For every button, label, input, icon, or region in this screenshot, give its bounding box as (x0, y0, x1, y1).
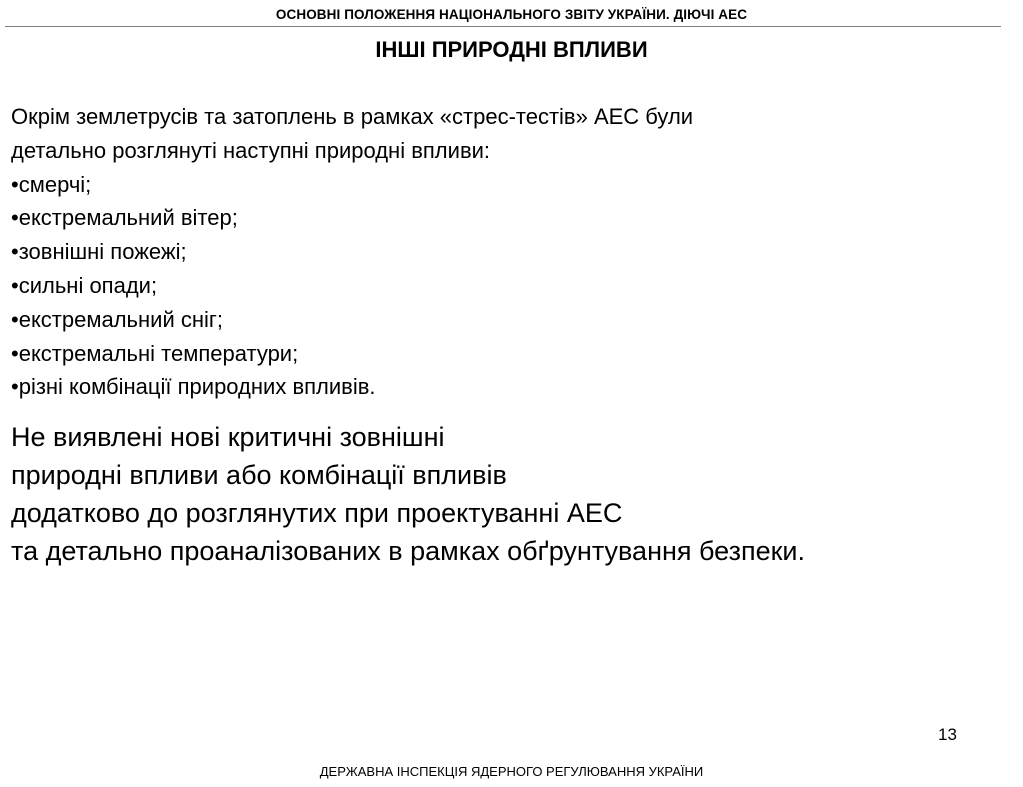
slide-title: ІНШІ ПРИРОДНІ ВПЛИВИ (375, 37, 648, 62)
header-title: ОСНОВНІ ПОЛОЖЕННЯ НАЦІОНАЛЬНОГО ЗВІТУ УКРАЇНИ. ДІЮЧІ АЕС (275, 7, 748, 22)
conclusion-text (11, 418, 1016, 570)
list-item: •зовнішні пожежі; (11, 239, 187, 265)
intro-line-2: детально розглянуті наступні природні впливи: (11, 137, 491, 163)
list-item: •сильні опади; (11, 272, 158, 298)
conclusion-line: природні впливи або комбінації впливів (11, 460, 507, 490)
intro-section (11, 100, 1001, 404)
list-item: •екстремальний сніг; (11, 306, 224, 332)
list-item: •смерчі; (11, 171, 92, 197)
list-item: •різні комбінації природних впливів. (11, 374, 376, 400)
footer-organization: ДЕРЖАВНА ІНСПЕКЦІЯ ЯДЕРНОГО РЕГУЛЮВАННЯ УКРАЇНИ (319, 764, 704, 779)
list-item: •екстремальні температури; (11, 340, 299, 366)
header-divider (5, 26, 1001, 27)
conclusion-line: додатково до розглянутих при проектуванні АЕС (11, 498, 623, 528)
natural-impacts-list (11, 168, 1001, 405)
conclusion-line: Не виявлені нові критичні зовнішні (11, 422, 445, 452)
intro-line-1: Окрім землетрусів та затоплень в рамках «стрес-тестів» АЕС були (11, 104, 694, 129)
page-number: 13 (938, 725, 957, 744)
list-item: •екстремальний вітер; (11, 205, 238, 231)
conclusion-line: та детально проаналізованих в рамках обґрунтування безпеки. (11, 536, 806, 566)
